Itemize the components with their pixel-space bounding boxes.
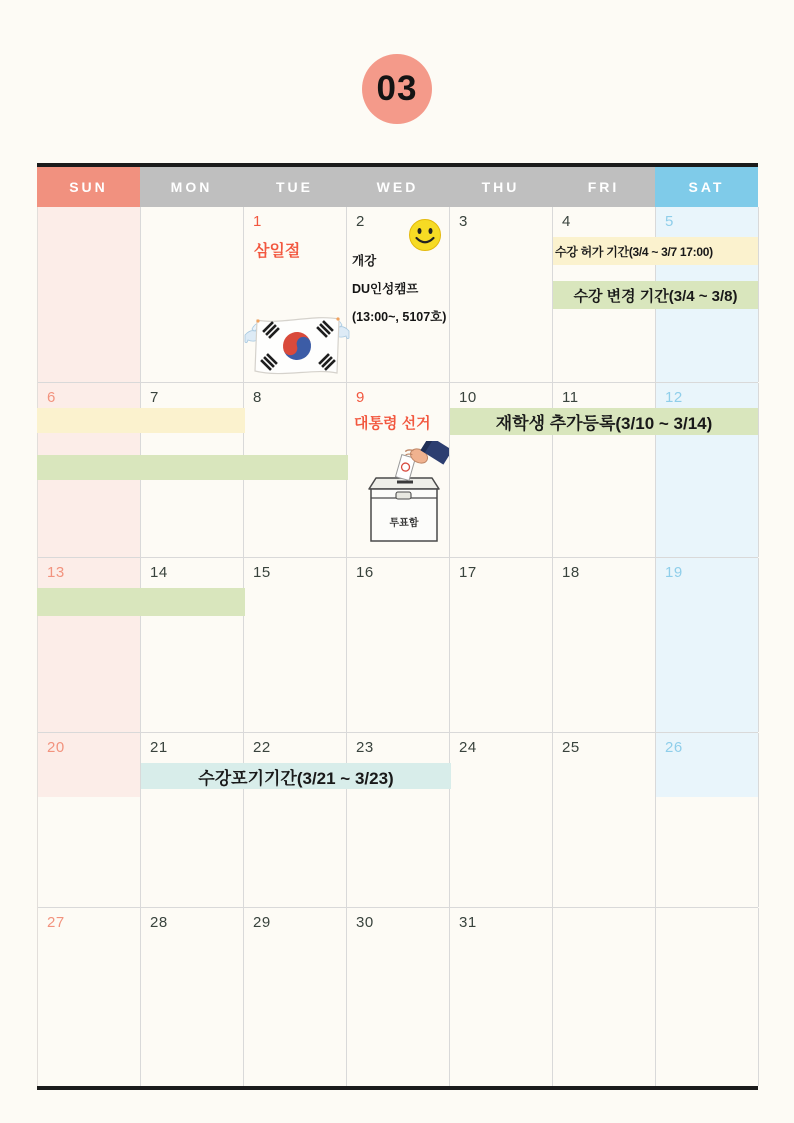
header-mon: MON (140, 167, 243, 207)
bottom-rule (37, 1086, 758, 1090)
day-number: 30 (356, 914, 374, 931)
course-permission-text: 수강 허가 기간(3/4 ~ 3/7 17:00) (555, 244, 713, 259)
opening-day-line2: DU인성캠프 (352, 282, 419, 296)
highlight-course-change-cont (37, 455, 348, 480)
day-number: 6 (47, 389, 56, 406)
day-number: 11 (562, 389, 579, 406)
day-number: 19 (665, 564, 683, 581)
election-label: 대통령 선거 (354, 415, 431, 432)
day-number: 28 (150, 914, 168, 931)
day-number: 29 (253, 914, 271, 931)
header-tue: TUE (243, 167, 346, 207)
header-sun: SUN (37, 167, 140, 207)
highlight-course-permission-cont (37, 408, 245, 433)
day-number: 20 (47, 739, 65, 756)
day-number: 7 (150, 389, 159, 406)
day-number: 3 (459, 213, 468, 230)
day-number: 10 (459, 389, 477, 406)
opening-day-line1: 개강 (352, 254, 377, 268)
day-number: 21 (150, 739, 168, 756)
month-badge (362, 54, 432, 124)
ballot-box-label: 투표함 (389, 518, 419, 529)
day-number: 12 (665, 389, 683, 406)
highlight-reenrollment (450, 408, 758, 435)
reenrollment-text: 재학생 추가등록(3/10 ~ 3/14) (495, 414, 713, 433)
highlight-course-permission (553, 237, 758, 265)
opening-day-note (352, 247, 446, 331)
day-number: 27 (47, 914, 65, 931)
header-thu: THU (449, 167, 552, 207)
day-number: 22 (253, 739, 271, 756)
day-number: 5 (665, 213, 674, 230)
highlight-reenrollment-cont (37, 588, 245, 616)
month-number: 03 (376, 69, 418, 108)
course-change-text: 수강 변경 기간(3/4 ~ 3/8) (573, 287, 738, 305)
opening-day-line3: (13:00~, 5107호) (352, 310, 447, 324)
day-number: 13 (47, 564, 65, 581)
march-calendar (37, 163, 758, 1090)
day-number: 1 (253, 213, 262, 230)
day-number: 26 (665, 739, 683, 756)
day-number: 15 (253, 564, 271, 581)
day-number: 8 (253, 389, 262, 406)
day-number: 23 (356, 739, 374, 756)
header-wed: WED (346, 167, 449, 207)
day-number: 16 (356, 564, 374, 581)
day-number: 14 (150, 564, 168, 581)
highlight-course-drop (141, 763, 451, 789)
day-number: 24 (459, 739, 477, 756)
day-number: 2 (356, 213, 365, 230)
day-number: 25 (562, 739, 580, 756)
day-number: 4 (562, 213, 571, 230)
course-drop-text: 수강포기기간(3/21 ~ 3/23) (198, 768, 394, 788)
highlight-course-change (553, 281, 758, 309)
header-fri: FRI (552, 167, 655, 207)
header-sat: SAT (655, 167, 758, 207)
korean-flag-icon (241, 311, 353, 385)
day-number: 31 (459, 914, 477, 931)
day-number: 18 (562, 564, 580, 581)
holiday-label-samiljeol: 삼일절 (254, 243, 301, 260)
day-number: 9 (356, 389, 365, 406)
day-number: 17 (459, 564, 477, 581)
